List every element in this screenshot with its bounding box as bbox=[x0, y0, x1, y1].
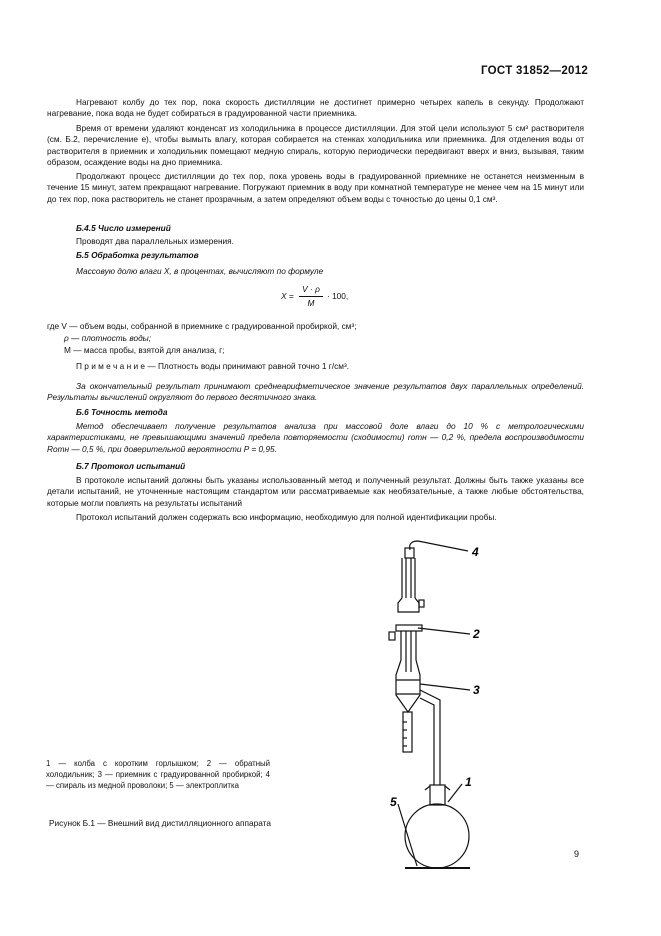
figure-label-3: 3 bbox=[473, 683, 480, 697]
paragraph-heating: Нагревают колбу до тех пор, пока скорость дистилляции не достигнет примерно четырех капель в секунду. Продолжают нагревание, пока вода не будет собираться в градуированной части приемника. bbox=[47, 97, 584, 119]
spiral-wire bbox=[410, 541, 468, 551]
condenser-bulb-top bbox=[398, 598, 419, 612]
formula-denominator: M bbox=[307, 298, 315, 308]
side-arm bbox=[420, 690, 440, 785]
section-text-b7-2: Протокол испытаний должен содержать всю информацию, необходимую для полной идентификации пробы. bbox=[76, 512, 497, 522]
formula-rest: · 100, bbox=[327, 291, 349, 301]
section-heading-b7: Б.7 Протокол испытаний bbox=[76, 461, 186, 471]
section-text-b6: Метод обеспечивает получение результатов анализа при массовой доле влаги до 10 % с метрологическими характеристиками, не превышающими значений предела повторяемости (сходимости) rотн — 0,2 %, предела воспроизводимости Rотн — 0,5 %, при доверительной вероятности P = 0,95. bbox=[47, 421, 584, 454]
formula-lhs: X = bbox=[281, 291, 294, 301]
figure-title: Рисунок Б.1 — Внешний вид дистилляционного аппарата bbox=[49, 818, 271, 828]
where-rho: ρ — плотность воды; bbox=[64, 333, 152, 343]
section-heading-b5: Б.5 Обработка результатов bbox=[76, 250, 199, 260]
section-heading-b445: Б.4.5 Число измерений bbox=[76, 223, 171, 233]
final-result: За окончательный результат принимают среднеарифметическое значение результатов двух параллельных определений. Результаты вычислений округляют до первого десятичного знака. bbox=[47, 381, 584, 403]
where-v: где V — объем воды, собранной в приемнике с градуированной пробиркой, см³; bbox=[47, 321, 357, 331]
figure-label-2: 2 bbox=[473, 627, 480, 641]
figure-label-5: 5 bbox=[390, 795, 397, 809]
formula-numerator: V · ρ bbox=[302, 284, 320, 294]
flask-neck bbox=[430, 785, 445, 805]
section-intro-b5: Массовую долю влаги X, в процентах, вычисляют по формуле bbox=[76, 266, 324, 276]
document-header: ГОСТ 31852—2012 bbox=[481, 65, 589, 77]
section-heading-b6: Б.6 Точность метода bbox=[76, 407, 168, 417]
paragraph-distillation: Продолжают процесс дистилляции до тех пор, пока уровень воды в градуированной приемнике не останется неизменным в течение 15 минут, затем прекращают нагревание. Погружают приемник в воду при комнатной температуре не менее чем на 15 минут или до тех пор, пока растворитель не станет прозрачным, а затем определяют объем воды с точностью до цены 0,1 см³. bbox=[47, 171, 584, 204]
paragraph-condensate: Время от времени удаляют конденсат из холодильника в процессе дистилляции. Для этой цели используют 5 см³ растворителя (см. Б.2, перечисление е), чтобы вымыть влагу, которая собирается на стенках холодильника или приемника. Для отделения воды от растворителя в приемник и холодильник помещают медную спираль, которую периодически передвигают вверх и вниз, вызывая, таким образом, осаждение воды на дно приемника. bbox=[47, 123, 584, 168]
where-m: M — масса пробы, взятой для анализа, г; bbox=[64, 345, 225, 355]
receiver-bulb bbox=[396, 660, 420, 712]
figure-label-4: 4 bbox=[472, 545, 479, 559]
section-text-b7: В протоколе испытаний должны быть указаны использованный метод и полученный результат. Должны быть также указаны все детали испытаний, не уточненные настоящим стандартом или рассматриваемые как необязательные, а также любые обстоятельства, которые могли повлиять на результаты испытаний bbox=[47, 475, 584, 508]
figure-label-1: 1 bbox=[465, 775, 472, 789]
note: П р и м е ч а н и е — Плотность воды принимают равной точно 1 г/см³. bbox=[76, 361, 350, 371]
page-number: 9 bbox=[574, 849, 580, 859]
figure-caption: 1 — колба с коротким горлышком; 2 — обратный холодильник; 3 — приемник с градуированной пробиркой; 4 — спираль из медной проволоки; 5 — электроплитка bbox=[46, 759, 270, 791]
section-text-b445: Проводят два параллельных измерения. bbox=[76, 236, 234, 246]
